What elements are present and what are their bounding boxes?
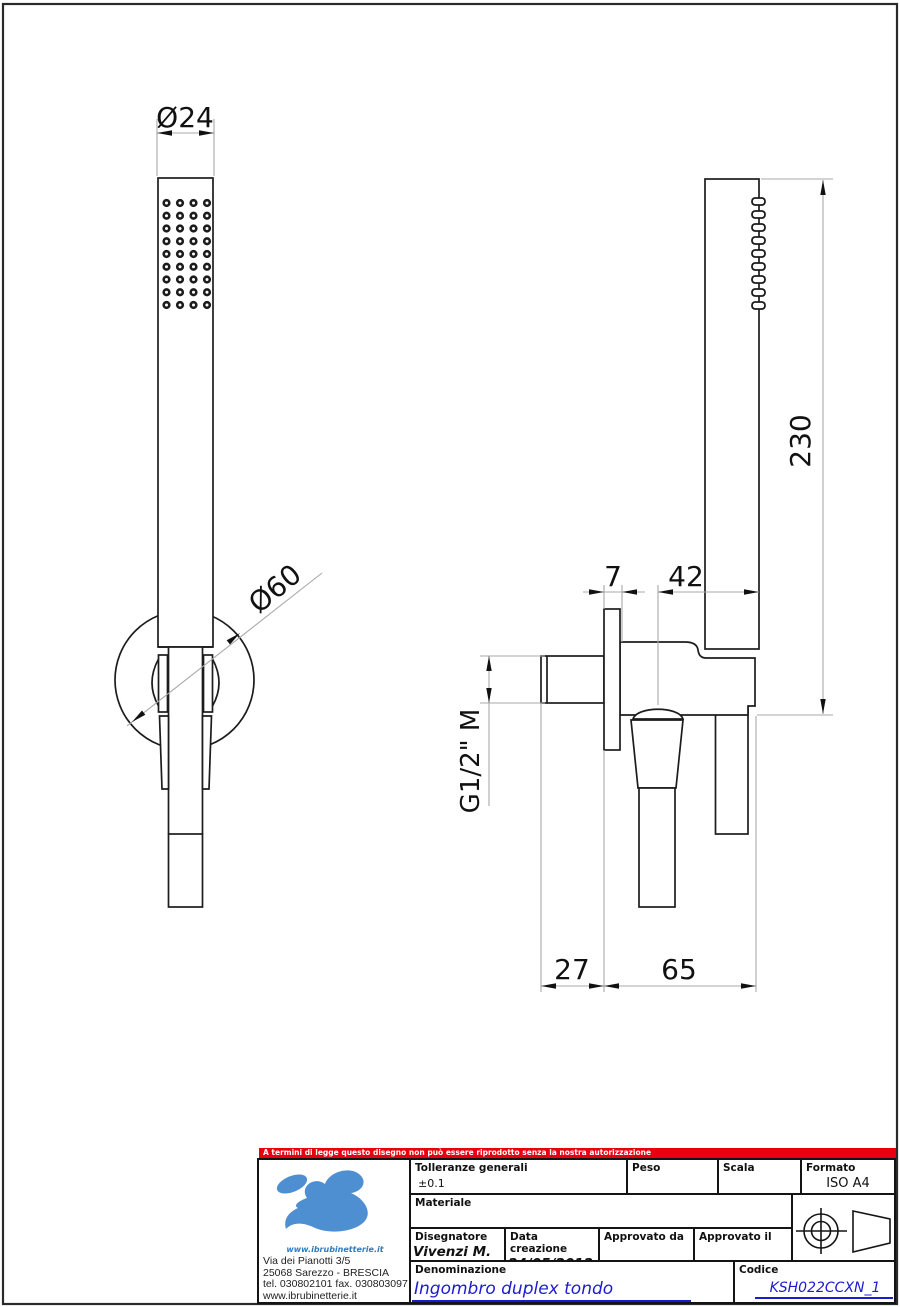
hose-nut-front [169, 834, 203, 907]
codice-cell [735, 1262, 894, 1302]
logo-caption: www.ibrubinetterie.it [286, 1245, 384, 1254]
holder-finger-left [160, 716, 169, 789]
side-view [541, 179, 765, 907]
dim-text-width: 65 [661, 953, 697, 986]
tolleranze-cell [411, 1160, 628, 1195]
warning-text: A termini di legge questo disegno non può essere riprodotto senza la nostra autorizzazione [263, 1148, 652, 1157]
holder-tab-left [159, 655, 168, 712]
projection-symbol-cell [793, 1195, 894, 1262]
scala-label: Scala [723, 1162, 755, 1174]
codice-text: KSH022CCXN_1 [755, 1276, 893, 1299]
materiale-cell [411, 1195, 793, 1229]
tolleranze-label: Tolleranze generali [415, 1162, 528, 1174]
dim-text-head-diameter: Ø24 [156, 101, 214, 134]
dim-text-length: 230 [784, 414, 817, 468]
approvato-da-cell [600, 1229, 695, 1262]
tolleranze-value: ±0.1 [418, 1177, 445, 1190]
peso-cell [628, 1160, 719, 1195]
disegnatore-label: Disegnatore [415, 1231, 488, 1243]
denominazione-value [411, 1276, 733, 1302]
hose-tube-side [639, 788, 675, 907]
dim-line-holder-diameter [127, 573, 322, 726]
approvato-il-label: Approvato il [699, 1231, 772, 1243]
formato-label: Formato [806, 1162, 856, 1174]
address-line: 25068 Sarezzo - BRESCIA [263, 1266, 390, 1279]
dim-text-flange: 7 [604, 560, 622, 593]
materiale-label: Materiale [415, 1197, 472, 1209]
holder-cup-right [213, 659, 220, 706]
wall-flange-side [604, 609, 620, 750]
company-logo [259, 1160, 411, 1244]
front-view [115, 178, 254, 907]
handshower-body-front [158, 178, 213, 647]
dim-text-inlet: 27 [554, 953, 590, 986]
approvato-da-label: Approvato da [604, 1231, 684, 1243]
warning-bar [259, 1148, 896, 1158]
peso-label: Peso [632, 1162, 661, 1174]
data-creazione-cell [506, 1229, 600, 1262]
denominazione-cell [411, 1262, 735, 1302]
disegnatore-value: Vivenzi M. [413, 1244, 492, 1260]
bracket-body-side [620, 642, 755, 715]
holder-cup-left [152, 659, 159, 706]
first-angle-projection-icon [793, 1195, 894, 1262]
formato-value: ISO A4 [826, 1176, 870, 1191]
scala-cell [719, 1160, 802, 1195]
approvato-il-cell [695, 1229, 793, 1262]
disegnatore-cell [411, 1229, 506, 1262]
dim-lines-thread [480, 656, 545, 806]
formato-cell [802, 1160, 894, 1195]
dim-text-offset: 42 [668, 560, 704, 593]
holder-finger-right [203, 716, 212, 789]
address-line: tel. 030802101 fax. 030803097 [263, 1278, 408, 1290]
handshower-body-side [705, 179, 759, 649]
denominazione-text: Ingombro duplex tondo [412, 1276, 691, 1302]
denominazione-label: Denominazione [415, 1264, 507, 1276]
address-line: www.ibrubinetterie.it [263, 1289, 357, 1302]
codice-value [735, 1276, 894, 1299]
hose-nut-cone-side [631, 720, 683, 788]
title-block [257, 1158, 896, 1304]
address-line: Via dei Pianotti 3/5 [263, 1255, 351, 1267]
spray-nozzles-side [752, 198, 765, 309]
codice-label: Codice [739, 1264, 779, 1276]
logo-dot [274, 1171, 310, 1198]
company-cell [259, 1160, 411, 1302]
dim-text-thread: G1/2" M [456, 708, 486, 814]
holder-tab-right [204, 655, 213, 712]
company-address [263, 1256, 411, 1302]
dim-text-holder-diameter: Ø60 [242, 557, 308, 620]
data-creazione-label: Data creazione [510, 1231, 568, 1255]
inlet-pipe-side [541, 656, 604, 703]
